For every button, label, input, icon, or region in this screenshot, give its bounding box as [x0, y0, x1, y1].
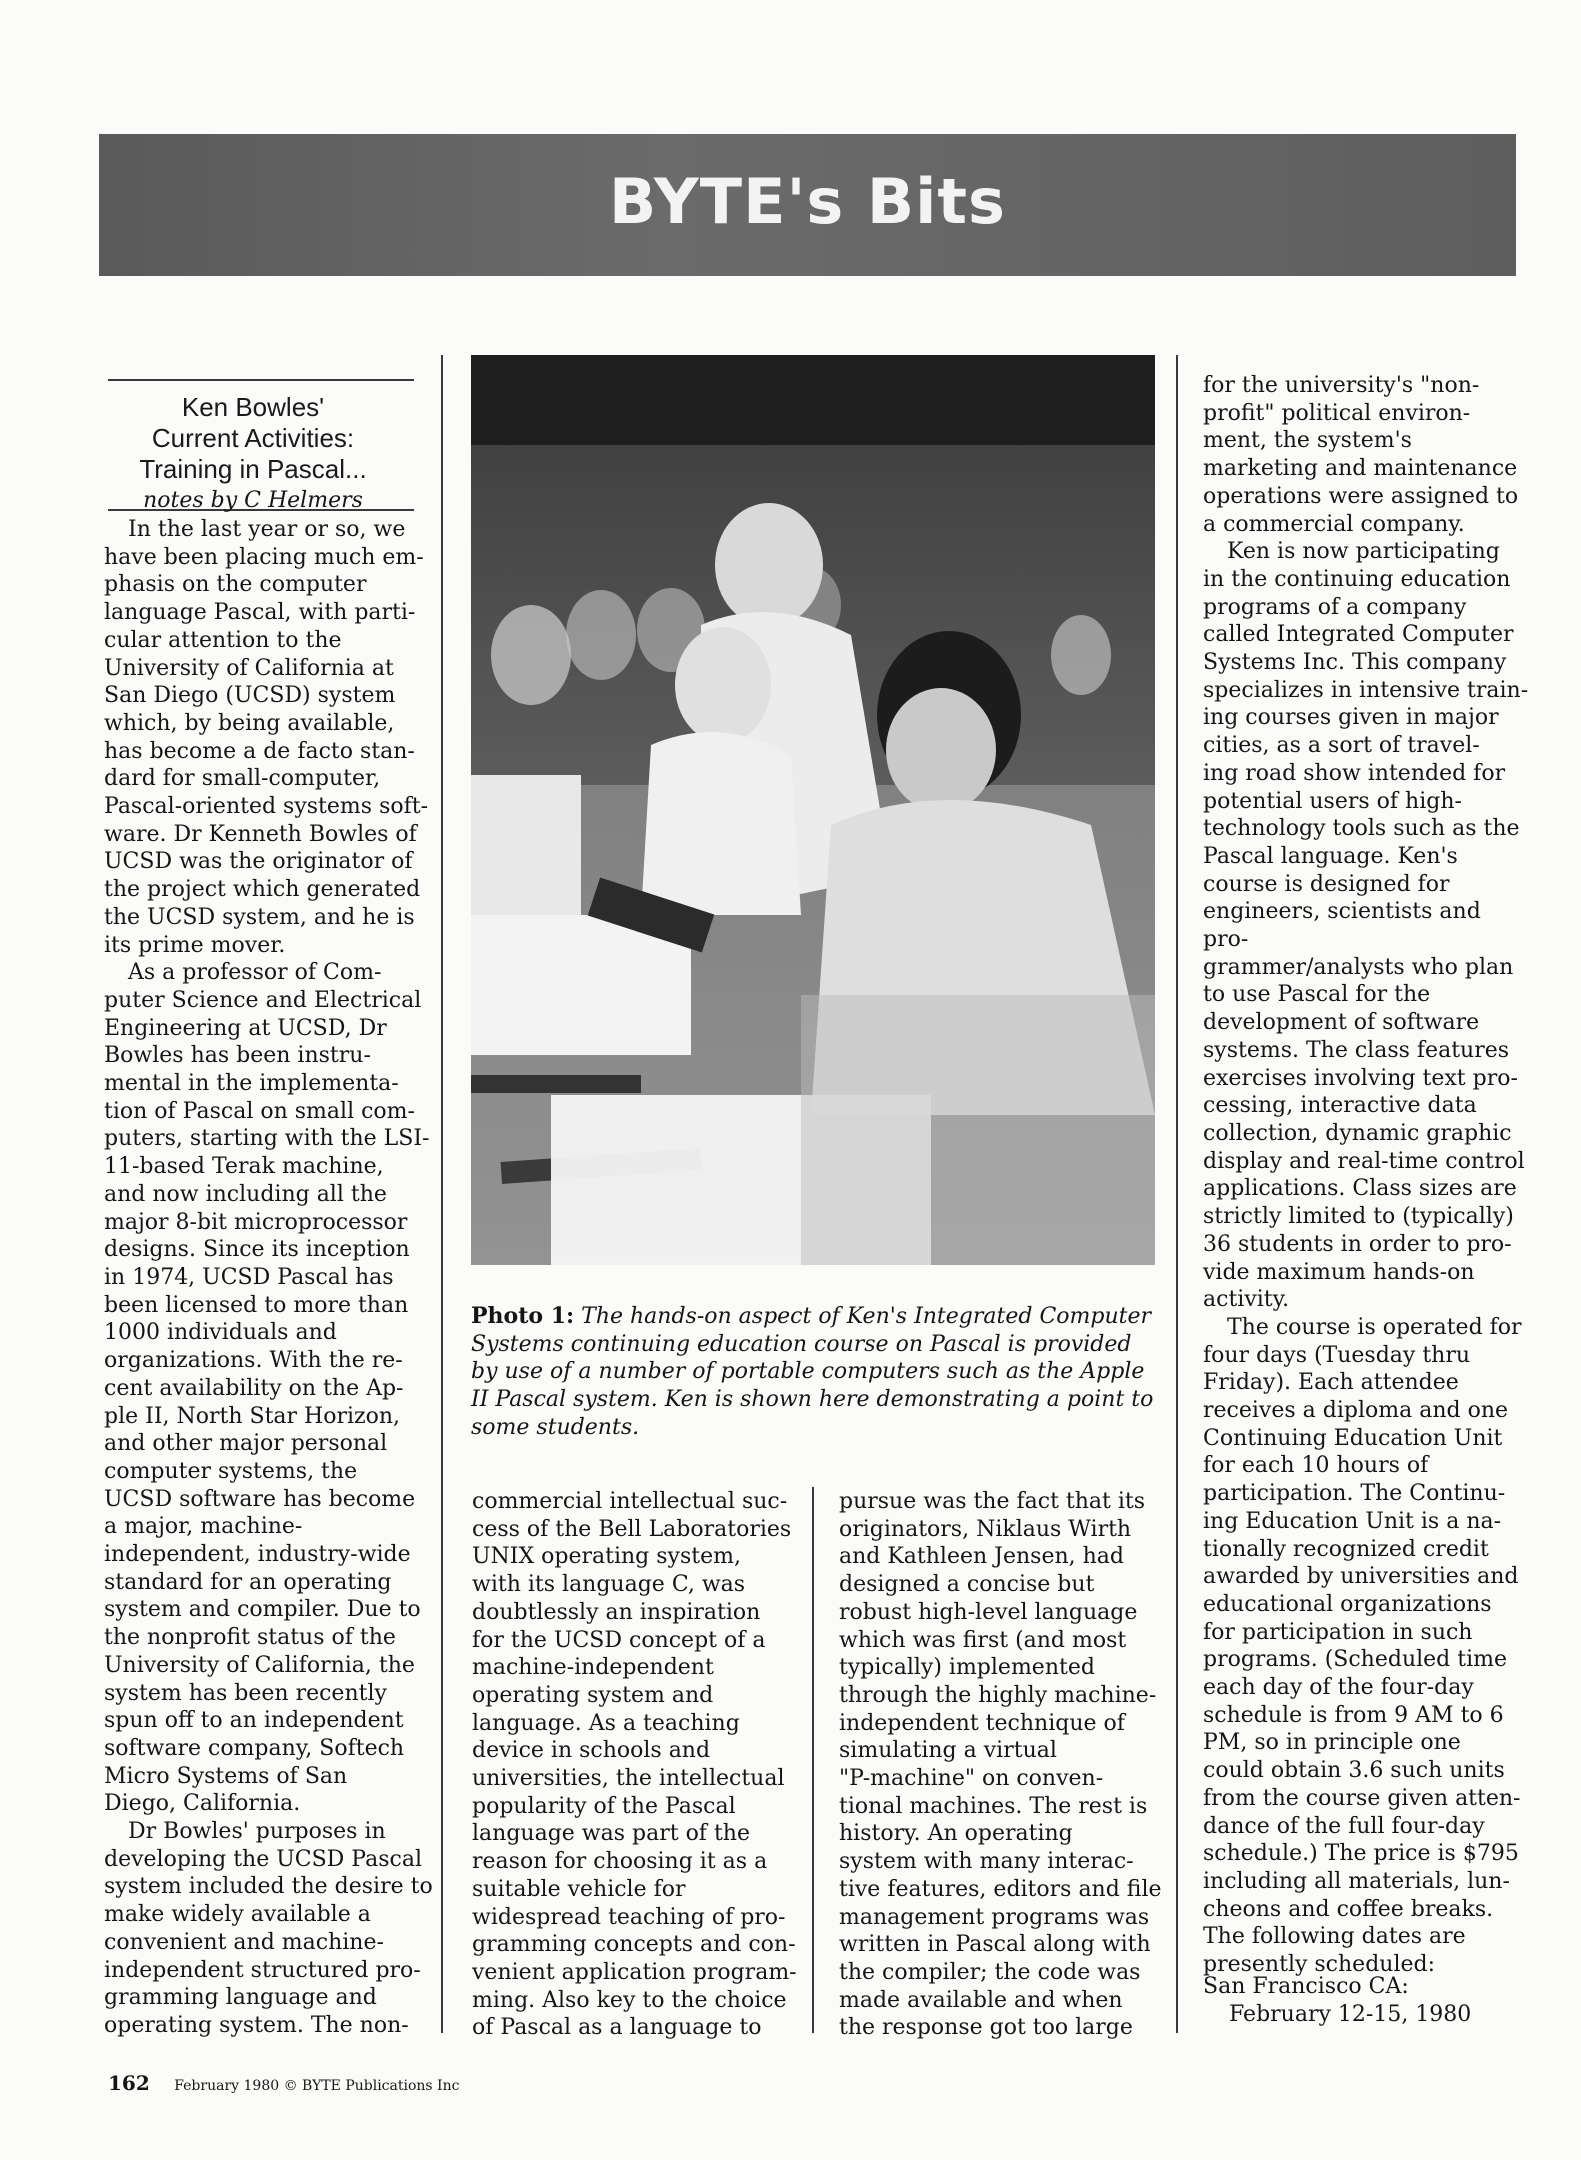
section-banner	[99, 134, 1516, 276]
text-line: 1000 individuals and	[104, 1320, 337, 1346]
text-line: from the course given atten-	[1203, 1785, 1521, 1811]
text-line: system has been recently	[104, 1680, 387, 1706]
text-line: gramming language and	[104, 1985, 377, 2011]
text-line: Pascal-oriented systems soft-	[104, 794, 429, 820]
text-line: widespread teaching of pro-	[472, 1904, 786, 1930]
text-line: including all materials, lun-	[1203, 1868, 1510, 1894]
text-line: phasis on the computer	[104, 572, 367, 598]
text-line: independent, industry-wide	[104, 1542, 411, 1568]
text-line: has become a de facto stan-	[104, 738, 415, 764]
text-line: UCSD was the originator of	[104, 849, 413, 875]
text-line: with its language C, was	[472, 1572, 746, 1598]
text-line: universities, the intellectual	[472, 1766, 785, 1792]
text-line: organizations. With the re-	[104, 1348, 403, 1374]
text-line: display and real-time control	[1203, 1148, 1525, 1174]
text-line: tion of Pascal on small com-	[104, 1098, 415, 1124]
text-line: system with many interac-	[839, 1849, 1134, 1875]
text-line: for the UCSD concept of a	[472, 1627, 766, 1653]
text-line: have been placing much em-	[104, 544, 424, 570]
text-line: Engineering at UCSD, Dr	[104, 1015, 387, 1041]
text-line: machine-independent	[472, 1655, 714, 1681]
text-line: dard for small-computer,	[104, 766, 381, 792]
text-line: collection, dynamic graphic	[1203, 1120, 1512, 1146]
text-line: tive features, editors and file	[839, 1876, 1162, 1902]
text-line: PM, so in principle one	[1203, 1730, 1461, 1756]
text-line: cessing, interactive data	[1203, 1093, 1477, 1119]
text-line: potential users of high-	[1203, 788, 1462, 814]
text-line: 11-based Terak machine,	[104, 1154, 384, 1180]
text-line: in the continuing education	[1203, 566, 1511, 592]
text-line: Systems Inc. This company	[1203, 650, 1507, 676]
text-line: As a professor of Com-	[128, 960, 382, 986]
text-line: cess of the Bell Laboratories	[472, 1516, 792, 1542]
text-line: Ken is now participating	[1227, 539, 1500, 565]
article-header	[108, 392, 398, 515]
text-line: called Integrated Computer	[1203, 622, 1514, 648]
text-line: which, by being available,	[104, 710, 395, 736]
text-line: vide maximum hands-on	[1203, 1259, 1475, 1285]
text-line: management programs was	[839, 1904, 1150, 1930]
text-line: strictly limited to (typically)	[1203, 1204, 1514, 1230]
caption-text: The hands-on aspect of Ken's Integrated Computer Systems continuing education course on Pascal is provided by use of a number of portable computers such as the Apple II Pascal system. Ken is shown here demonstrating a point to some students.	[471, 1304, 1154, 1440]
text-line: puter Science and Electrical	[104, 987, 422, 1013]
classroom-photo	[471, 355, 1155, 1265]
text-line: computer systems, the	[104, 1458, 358, 1484]
text-line: San Diego (UCSD) system	[104, 683, 396, 709]
text-line: history. An operating	[839, 1821, 1073, 1847]
text-line: receives a diploma and one	[1203, 1398, 1509, 1424]
column-divider-3	[1176, 355, 1178, 2033]
text-line: system included the desire to	[104, 1874, 433, 1900]
text-line: four days (Tuesday thru	[1203, 1342, 1471, 1368]
text-line: spun off to an independent	[104, 1708, 404, 1734]
text-line: The course is operated for	[1227, 1314, 1522, 1340]
text-line: software company, Softech	[104, 1735, 405, 1761]
text-line: independent structured pro-	[104, 1957, 421, 1983]
text-column-2	[472, 1488, 802, 2042]
text-line: convenient and machine-	[104, 1929, 384, 1955]
text-line: Continuing Education Unit	[1203, 1425, 1503, 1451]
text-line: applications. Class sizes are	[1203, 1176, 1517, 1202]
schedule	[1203, 1973, 1533, 2028]
text-line: cent availability on the Ap-	[104, 1375, 404, 1401]
text-line: programs of a company	[1203, 594, 1467, 620]
text-line: UNIX operating system,	[472, 1544, 741, 1570]
text-line: and other major personal	[104, 1431, 388, 1457]
text-line: device in schools and	[472, 1738, 711, 1764]
text-line: cular attention to the	[104, 627, 342, 653]
text-line: mental in the implementa-	[104, 1071, 399, 1097]
text-line: operating system and	[472, 1682, 714, 1708]
text-column-4	[1203, 372, 1533, 1979]
page-footer	[108, 2073, 459, 2096]
text-line: Dr Bowles' purposes in	[128, 1819, 386, 1845]
text-line: system and compiler. Due to	[104, 1597, 421, 1623]
text-line: programs. (Scheduled time	[1203, 1647, 1508, 1673]
text-line: tional machines. The rest is	[839, 1793, 1148, 1819]
article-byline: notes by C Helmers	[143, 488, 363, 513]
text-line: University of California, the	[104, 1652, 415, 1678]
text-line: each day of the four-day	[1203, 1675, 1474, 1701]
text-line: activity.	[1203, 1287, 1290, 1313]
text-line: the compiler; the code was	[839, 1959, 1141, 1985]
text-line: written in Pascal along with	[839, 1932, 1151, 1958]
issue-credit: February 1980 © BYTE Publications Inc	[174, 2078, 460, 2094]
text-line: puters, starting with the LSI-	[104, 1126, 430, 1152]
text-line: ing Education Unit is a na-	[1203, 1508, 1502, 1534]
text-line: the UCSD system, and he is	[104, 904, 415, 930]
schedule-date: February 12-15, 1980	[1229, 2001, 1472, 2027]
text-line: operating system. The non-	[104, 2012, 409, 2038]
text-line: UCSD software has become	[104, 1486, 416, 1512]
text-line: a commercial company.	[1203, 511, 1465, 537]
text-line: the project which generated	[104, 877, 421, 903]
text-line: the response got too large	[839, 2015, 1133, 2041]
article-title-line: Training in Pascal...	[139, 454, 367, 484]
photo-caption	[471, 1303, 1161, 1442]
article-title	[108, 392, 398, 485]
text-line: a major, machine-	[104, 1514, 303, 1540]
header-rule-top	[108, 379, 414, 381]
text-line: the nonprofit status of the	[104, 1625, 396, 1651]
text-line: schedule is from 9 AM to 6	[1203, 1702, 1504, 1728]
text-line: for each 10 hours of	[1203, 1453, 1429, 1479]
text-line: made available and when	[839, 1987, 1123, 2013]
text-line: gramming concepts and con-	[472, 1932, 796, 1958]
text-line: dance of the full four-day	[1203, 1813, 1485, 1839]
text-line: ware. Dr Kenneth Bowles of	[104, 821, 417, 847]
text-line: been licensed to more than	[104, 1292, 409, 1318]
text-line: 36 students in order to pro-	[1203, 1231, 1512, 1257]
classroom-photo-illustration	[471, 355, 1155, 1265]
text-line: grammer/analysts who plan	[1203, 954, 1514, 980]
text-line: could obtain 3.6 such units	[1203, 1758, 1505, 1784]
text-line: course is designed for	[1203, 871, 1450, 897]
text-line: cities, as a sort of travel-	[1203, 733, 1480, 759]
text-line: ming. Also key to the choice	[472, 1987, 787, 2013]
text-line: pursue was the fact that its	[839, 1489, 1146, 1514]
text-line: Pascal language. Ken's	[1203, 843, 1458, 869]
text-line: to use Pascal for the	[1203, 982, 1431, 1008]
text-line: ple II, North Star Horizon,	[104, 1403, 401, 1429]
text-line: awarded by universities and	[1203, 1564, 1519, 1590]
text-line: and now including all the	[104, 1181, 387, 1207]
text-line: standard for an operating	[104, 1569, 392, 1595]
text-line: "P-machine" on conven-	[839, 1766, 1104, 1792]
text-line: make widely available a	[104, 1902, 371, 1928]
text-line: for the university's "non-	[1203, 373, 1480, 398]
text-line: In the last year or so, we	[128, 517, 406, 542]
text-line: and Kathleen Jensen, had	[839, 1544, 1125, 1570]
banner-title: BYTE's Bits	[609, 165, 1006, 238]
text-line: its prime mover.	[104, 932, 286, 958]
text-line: engineers, scientists and pro-	[1203, 899, 1481, 953]
text-line: presently scheduled:	[1203, 1952, 1435, 1978]
text-line: originators, Niklaus Wirth	[839, 1516, 1132, 1542]
text-line: of Pascal as a language to	[472, 2015, 762, 2041]
text-line: doubtlessly an inspiration	[472, 1599, 761, 1625]
text-line: exercises involving text pro-	[1203, 1065, 1518, 1091]
article-title-line: Ken Bowles'	[181, 392, 325, 422]
text-line: Micro Systems of San	[104, 1763, 348, 1789]
text-line: designed a concise but	[839, 1572, 1095, 1598]
text-line: developing the UCSD Pascal	[104, 1846, 422, 1872]
text-line: development of software	[1203, 1010, 1480, 1036]
text-line: Diego, California.	[104, 1791, 301, 1817]
column-divider-1	[441, 355, 443, 2033]
text-column-1	[104, 516, 434, 2040]
text-line: robust high-level language	[839, 1599, 1138, 1625]
text-line: language was part of the	[472, 1821, 750, 1847]
text-line: University of California at	[104, 655, 394, 681]
text-line: language Pascal, with parti-	[104, 600, 416, 626]
text-line: The following dates are	[1203, 1924, 1466, 1950]
text-line: cheons and coffee breaks.	[1203, 1896, 1494, 1922]
page-number: 162	[108, 2071, 150, 2095]
schedule-city: San Francisco CA:	[1203, 1974, 1409, 1999]
text-line: ing road show intended for	[1203, 760, 1506, 786]
text-line: specializes in intensive train-	[1203, 677, 1529, 703]
text-line: independent technique of	[839, 1710, 1125, 1736]
text-line: operations were assigned to	[1203, 483, 1519, 509]
text-line: marketing and maintenance	[1203, 456, 1518, 482]
column-divider-2	[812, 1487, 814, 2033]
article-title-line: Current Activities:	[151, 423, 355, 453]
text-line: which was first (and most	[839, 1627, 1127, 1653]
text-line: venient application program-	[472, 1959, 797, 1985]
caption-label: Photo 1:	[471, 1303, 575, 1329]
text-line: typically) implemented	[839, 1655, 1095, 1681]
text-line: through the highly machine-	[839, 1682, 1157, 1708]
text-line: systems. The class features	[1203, 1037, 1510, 1063]
text-line: reason for choosing it as a	[472, 1849, 768, 1875]
text-line: ment, the system's	[1203, 428, 1412, 454]
text-line: commercial intellectual suc-	[472, 1489, 788, 1514]
text-line: language. As a teaching	[472, 1710, 740, 1736]
column-1-paragraph-1	[104, 516, 434, 544]
text-line: Bowles has been instru-	[104, 1043, 371, 1069]
text-line: suitable vehicle for	[472, 1876, 686, 1902]
text-column-3	[839, 1488, 1169, 2042]
text-line: technology tools such as the	[1203, 816, 1520, 842]
text-line: popularity of the Pascal	[472, 1793, 736, 1819]
text-line: for participation in such	[1203, 1619, 1473, 1645]
text-line: in 1974, UCSD Pascal has	[104, 1264, 394, 1290]
text-line: simulating a virtual	[839, 1738, 1057, 1764]
text-line: tionally recognized credit	[1203, 1536, 1489, 1562]
text-line: designs. Since its inception	[104, 1237, 410, 1263]
text-line: profit" political environ-	[1203, 400, 1471, 426]
text-line: participation. The Continu-	[1203, 1481, 1506, 1507]
text-line: educational organizations	[1203, 1591, 1492, 1617]
text-line: major 8-bit microprocessor	[104, 1209, 408, 1235]
text-line: schedule.) The price is $795	[1203, 1841, 1519, 1867]
text-line: ing courses given in major	[1203, 705, 1499, 731]
text-line: Friday). Each attendee	[1203, 1370, 1459, 1396]
